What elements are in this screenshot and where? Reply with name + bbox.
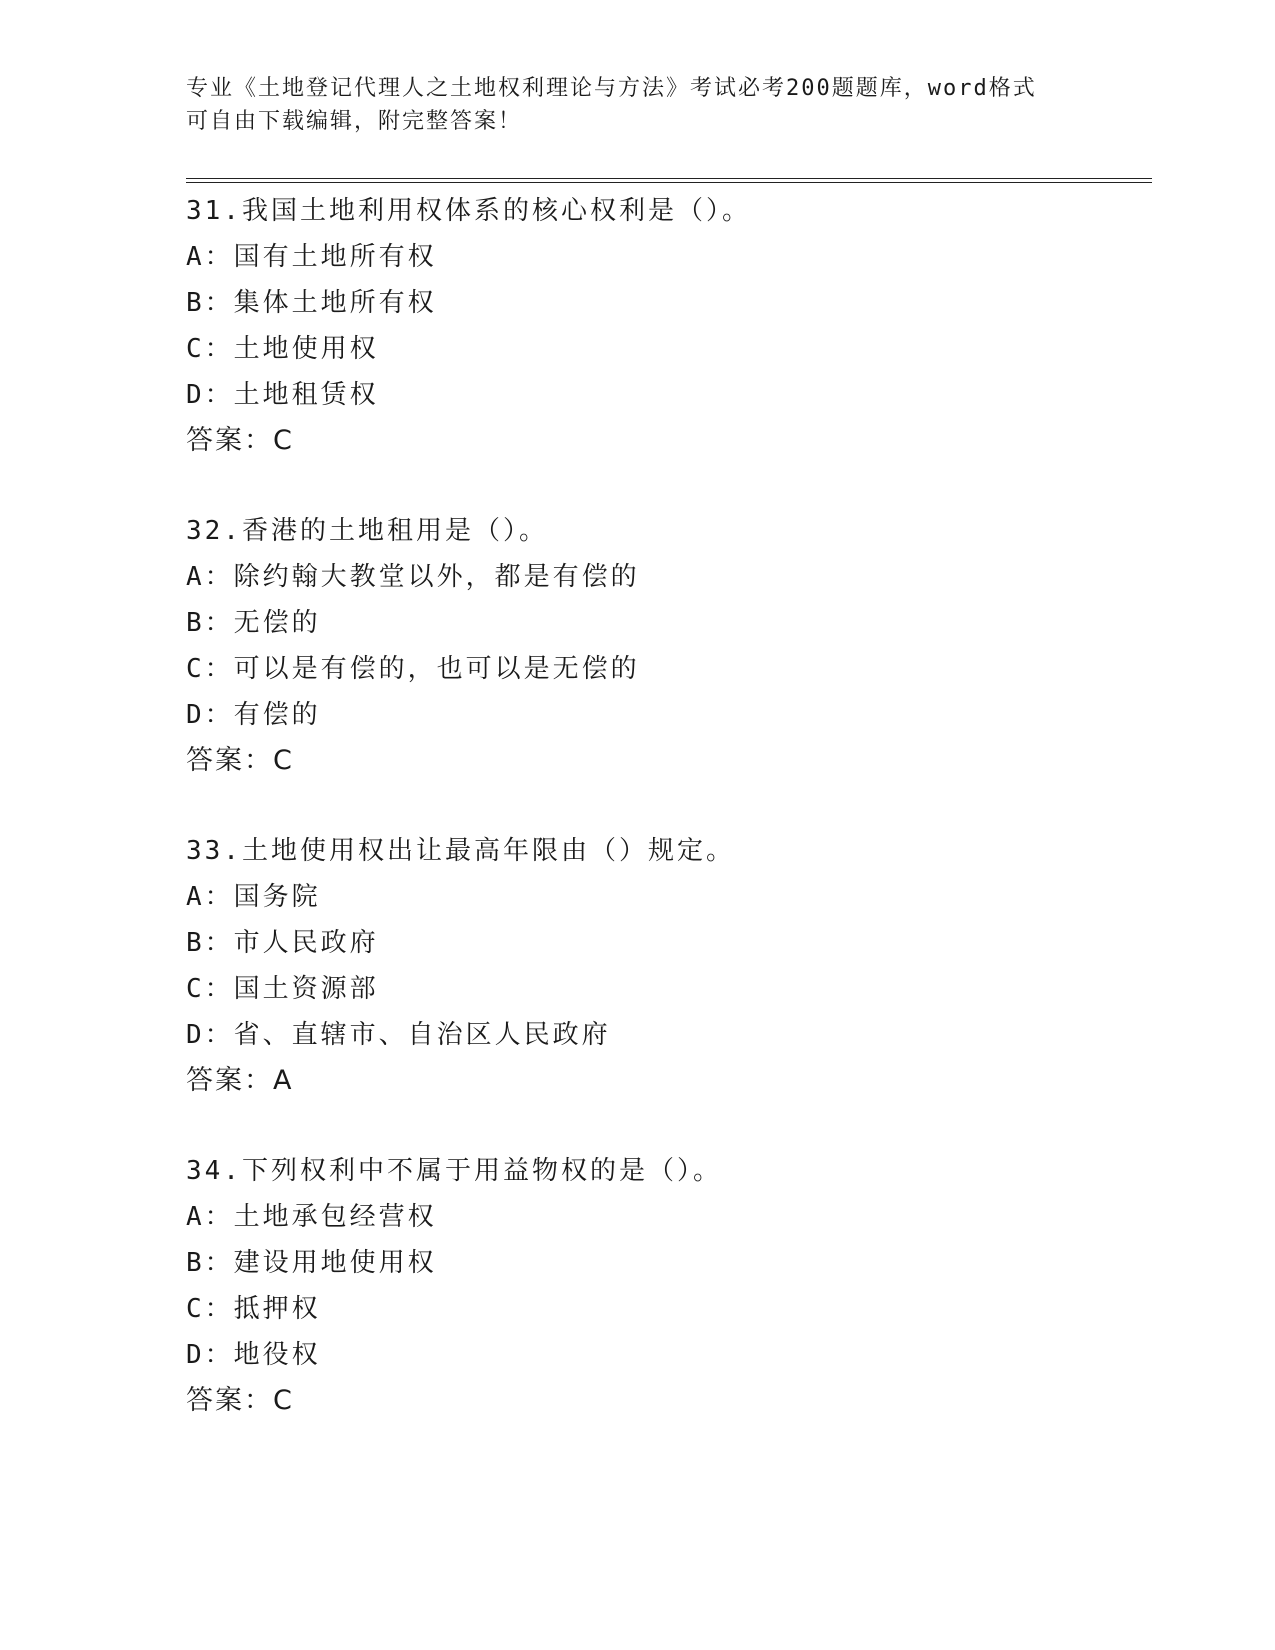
question-31: [186, 188, 1136, 464]
answer-line: 答案：A: [186, 1065, 294, 1096]
question-list: [186, 188, 1136, 1468]
option-b: B：建设用地使用权: [186, 1248, 437, 1278]
question-32: [186, 508, 1136, 784]
header-divider-top: [186, 178, 1152, 179]
header-line-2: 可自由下载编辑，附完整答案！: [186, 109, 523, 134]
answer-line: 答案：C: [186, 425, 294, 456]
question-34: [186, 1148, 1136, 1424]
option-c: C：国土资源部: [186, 974, 379, 1004]
option-c: C：土地使用权: [186, 334, 379, 364]
option-b: B：集体土地所有权: [186, 288, 437, 318]
option-d: D：地役权: [186, 1340, 321, 1370]
header-divider-bottom: [186, 182, 1152, 183]
option-b: B：无偿的: [186, 608, 321, 638]
question-stem: 31.我国土地利用权体系的核心权利是（）。: [186, 196, 751, 226]
question-33: [186, 828, 1136, 1104]
option-d: D：有偿的: [186, 700, 321, 730]
answer-line: 答案：C: [186, 1385, 294, 1416]
option-a: A：土地承包经营权: [186, 1202, 437, 1232]
header-line-1: 专业《土地登记代理人之土地权利理论与方法》考试必考200题题库，word格式: [186, 76, 1037, 101]
answer-line: 答案：C: [186, 745, 294, 776]
option-c: C：可以是有偿的，也可以是无偿的: [186, 654, 640, 684]
option-c: C：抵押权: [186, 1294, 321, 1324]
option-b: B：市人民政府: [186, 928, 379, 958]
option-d: D：土地租赁权: [186, 380, 379, 410]
option-a: A：除约翰大教堂以外，都是有偿的: [186, 562, 640, 592]
option-a: A：国务院: [186, 882, 321, 912]
option-d: D：省、直辖市、自治区人民政府: [186, 1020, 611, 1050]
question-stem: 34.下列权利中不属于用益物权的是（）。: [186, 1156, 722, 1186]
question-stem: 32.香港的土地租用是（）。: [186, 516, 548, 546]
option-a: A：国有土地所有权: [186, 242, 437, 272]
document-header: [186, 72, 1086, 138]
question-stem: 33.土地使用权出让最高年限由（）规定。: [186, 836, 735, 866]
